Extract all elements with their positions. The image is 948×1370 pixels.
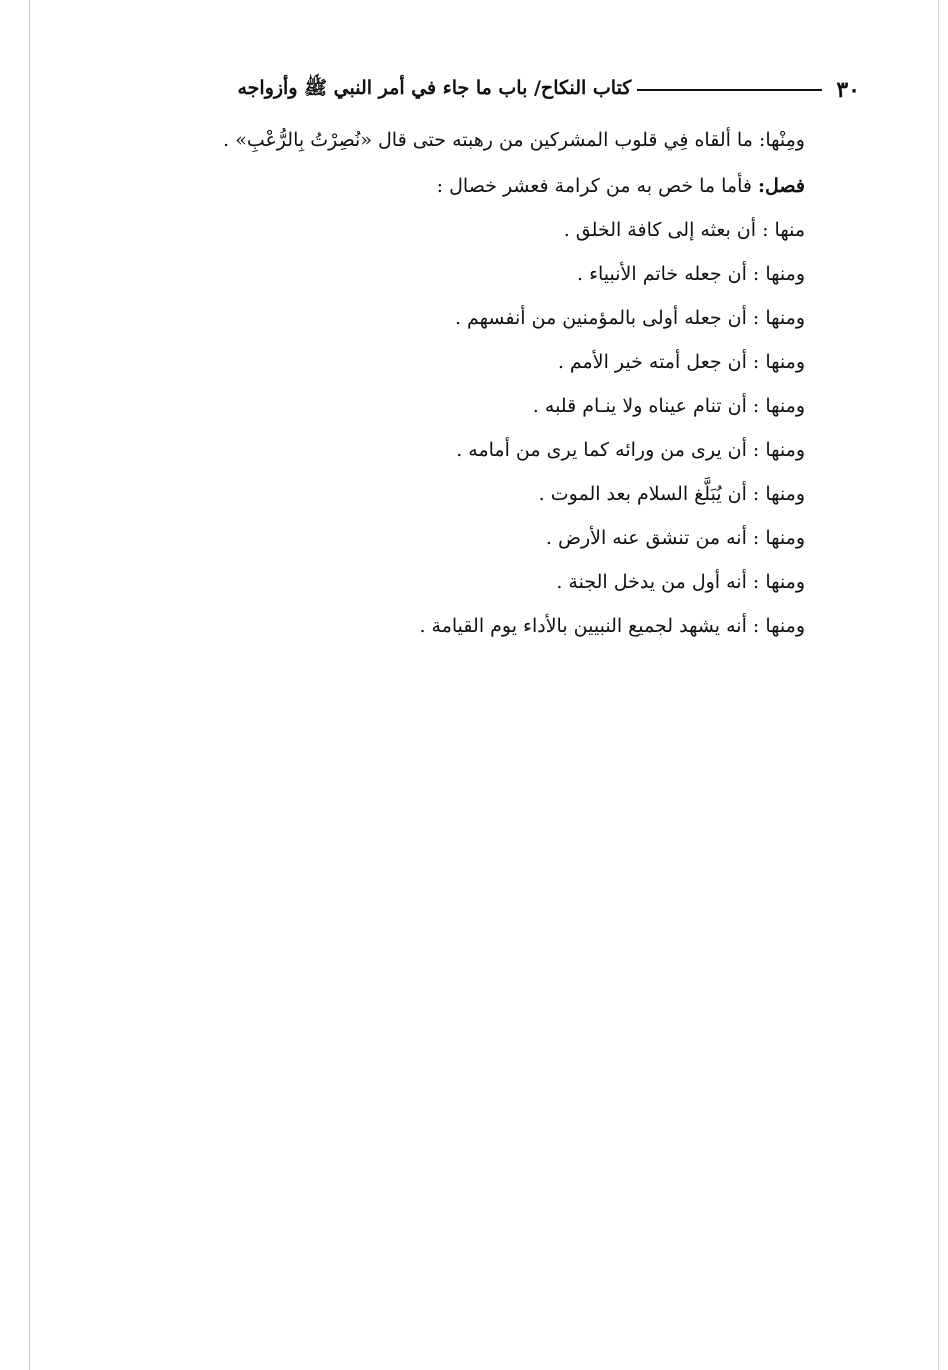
scan-edge-left (29, 0, 30, 1370)
list-item (150, 428, 805, 472)
item-lead: ومنها : (752, 395, 805, 417)
item-text: أنه يشهد لجميع النبيين بالأداء يوم القيامة . (419, 615, 747, 637)
list-item (150, 208, 805, 252)
page-number: ٣٠ (836, 77, 860, 103)
item-lead: ومنها : (752, 527, 805, 549)
item-text: أنه من تنشق عنه الأرض . (545, 527, 747, 549)
list-item (150, 604, 805, 648)
list-item (150, 384, 805, 428)
item-text: أن جعله خاتم الأنبياء . (576, 263, 747, 285)
item-lead: ومنها : (752, 483, 805, 505)
fasl-paragraph (150, 164, 805, 208)
header-rule (637, 89, 822, 91)
page-header (100, 70, 860, 110)
item-lead: ومنها : (752, 439, 805, 461)
item-text: أنه أول من يدخل الجنة . (556, 571, 747, 593)
item-lead: منها : (762, 219, 805, 241)
intro-paragraph (150, 118, 805, 164)
item-lead: ومنها : (752, 307, 805, 329)
fasl-text: فأما ما خص به من كرامة فعشر خصال : (436, 175, 752, 197)
item-text: أن جعله أولى بالمؤمنين من أنفسهم . (454, 307, 747, 329)
item-lead: ومنها : (752, 571, 805, 593)
scan-edge-right (938, 0, 939, 1370)
item-text: أن يُبَلَّغ السلام بعد الموت . (538, 483, 747, 505)
page-body (150, 118, 805, 648)
fasl-label: فصل: (758, 175, 805, 197)
list-item (150, 560, 805, 604)
item-lead: ومنها : (752, 615, 805, 637)
intro-text: ما ألقاه فِي قلوب المشركين من رهبته حتى قال «نُصِرْتُ بِالرُّعْبِ» . (223, 129, 753, 151)
intro-lead: ومِنْها: (758, 129, 805, 151)
list-item (150, 516, 805, 560)
item-text: أن بعثه إلى كافة الخلق . (563, 219, 757, 241)
item-text: أن يرى من ورائه كما يرى من أمامه . (456, 439, 747, 461)
item-lead: ومنها : (752, 263, 805, 285)
list-item (150, 472, 805, 516)
list-item (150, 340, 805, 384)
item-lead: ومنها : (752, 351, 805, 373)
list-item (150, 296, 805, 340)
list-item (150, 252, 805, 296)
running-head: كتاب النكاح/ باب ما جاء في أمر النبي ﷺ وأزواجه (237, 77, 632, 99)
item-text: أن جعل أمته خير الأمم . (557, 351, 747, 373)
item-text: أن تنام عيناه ولا ينـام قلبه . (532, 395, 747, 417)
